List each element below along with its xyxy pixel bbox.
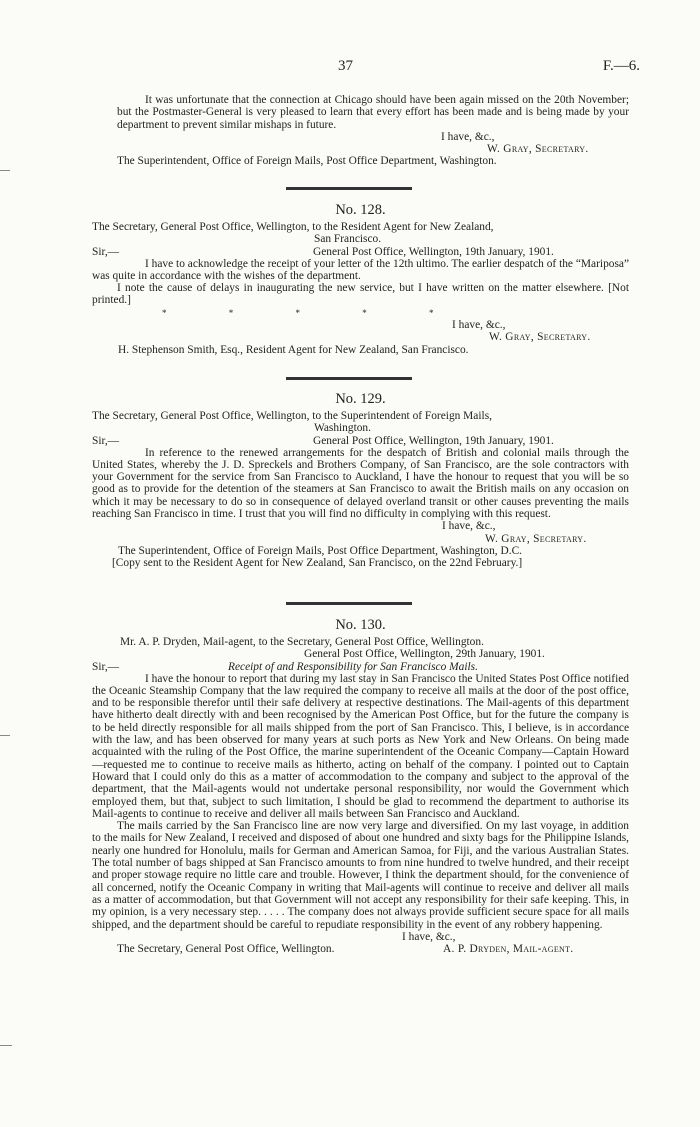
sender-address: General Post Office, Wellington, 19th January, 1901. (313, 245, 554, 258)
section-divider (286, 187, 412, 190)
letter-heading (92, 636, 629, 661)
document-reference: F.—6. (602, 58, 640, 74)
closing: I have, &c., (441, 130, 495, 143)
letter-number: No. 129. (335, 391, 386, 407)
page-header (0, 60, 700, 80)
addressee: The Superintendent, Office of Foreign Mails, Post Office Department, Washington, D.C. (118, 544, 523, 557)
letter-130 (92, 617, 629, 955)
section-divider (286, 602, 412, 605)
salutation-line (92, 435, 629, 447)
heading-line-1: The Secretary, General Post Office, Wellington, to the Resident Agent for New Zealand, (92, 221, 494, 233)
section-divider (286, 377, 412, 380)
letter-paragraph: I have to acknowledge the receipt of your letter of the 12th ultimo. The earlier despatch of the “Mariposa” was quite in accordance with the wishes of the department. (92, 257, 629, 282)
salutation: Sir,— (92, 660, 120, 673)
salutation: Sir,— (92, 434, 120, 447)
signature: W. Gray, Secretary. (487, 143, 589, 156)
heading-line-2: Washington. (314, 422, 371, 435)
letter-paragraph: I have the honour to report that during my last stay in San Francisco the United States Post Office notified the Oceanic Steamship Company that the law required the company to receive all mails at the door of the post office, and to be responsible therefor until their safe delivery at respective destinations. The Mail-agents of this department have hitherto dealt directly with and been recognised by the American Post Office, but for the future the company is to be held directly responsible for all mails shipped from the port of San Francisco. This, I believe, is in accordance with the law, and has been observed for many years at such ports as New York and New Orleans. On being made acquainted with the ruling of the Post Office, the marine superintendent of the Oceanic Company—Captain Howard—requested me to continue to receive mails as hitherto, acting on behalf of the company. I pointed out to Captain Howard that I could only do this as a matter of accommodation to the company and subject to the approval of the department, that the Mail-agents would not undertake personal responsibility, nor would the Government which employed them, but that, subject to such limitation, I should be glad to recommend the department to authorise its Mail-agents to continue to receive and deliver all mails between San Francisco and Auckland. (92, 672, 629, 820)
letter-subject: Receipt of and Responsibility for San Francisco Mails. (228, 660, 478, 673)
letter-127-tail (117, 94, 629, 168)
signature: W. Gray, Secretary. (485, 532, 587, 545)
heading-line-1: Mr. A. P. Dryden, Mail-agent, to the Secretary, General Post Office, Wellington. (120, 636, 484, 648)
signature: A. P. Dryden, Mail-agent. (443, 943, 574, 956)
letter-paragraph: In reference to the renewed arrangements for the despatch of British and colonial mails through the United States, whereby the J. D. Spreckels and Brothers Company, of San Francisco, are the sole contractors with your Government for the service from San Francisco to Auckland, I have the honour to request that you will be so good as to provide for the detention of the steamers at San Francisco to await the British mails on any occasion on which it may be necessary to do so in consequence of delayed overland transit or other causes preventing the mails reaching San Francisco in time. I trust that you will find no difficulty in complying with this request. (92, 446, 629, 521)
omission-stars: * * * * * (162, 307, 434, 318)
margin-mark (0, 170, 10, 171)
signature: W. Gray, Secretary. (489, 331, 591, 344)
letter-129 (92, 391, 629, 570)
margin-mark (0, 735, 10, 736)
margin-mark (0, 1045, 12, 1046)
closing: I have, &c., (402, 930, 456, 943)
heading-line-1: The Secretary, General Post Office, Wellington, to the Superintendent of Foreign Mails, (92, 410, 492, 422)
addressee: The Superintendent, Office of Foreign Mails, Post Office Department, Washington. (117, 155, 497, 168)
salutation-line (92, 661, 629, 673)
addressee: H. Stephenson Smith, Esq., Resident Agent for New Zealand, San Francisco. (118, 343, 469, 356)
closing: I have, &c., (452, 319, 506, 332)
letter-number: No. 128. (335, 202, 386, 218)
addressee: The Secretary, General Post Office, Wellington. (117, 943, 335, 956)
letter-128 (92, 202, 629, 356)
sign-off-line (92, 943, 629, 955)
letter-number: No. 130. (335, 617, 386, 633)
copy-note: [Copy sent to the Resident Agent for New Zealand, San Francisco, on the 22nd February.] (112, 557, 523, 570)
salutation: Sir,— (92, 245, 120, 258)
heading-line-2: General Post Office, Wellington, 29th January, 1901. (304, 648, 545, 661)
page-number: 37 (338, 58, 353, 74)
closing: I have, &c., (442, 520, 496, 533)
heading-line-2: San Francisco. (314, 233, 382, 246)
letter-heading (92, 221, 629, 246)
letter-paragraph: The mails carried by the San Francisco line are now very large and diversified. On my last voyage, in addition to the mails for New Zealand, I received and disposed of about one hundred and sixty bags for the Philippine Islands, nearly one hundred for Honolulu, mails for German and American Samoa, for Fiji, and the various Australian States. The total number of bags shipped at San Francisco amounts to from nine hundred to twelve hundred, and their receipt and proper stowage require no little care and trouble. However, I think the department should, for the convenience of all concerned, notify the Oceanic Company in writing that Mail-agents will continue to receive and deliver all mails as a matter of accommodation, but that Government will not accept any responsibility for their safe keeping. This, in my opinion, is a very necessary step. . . . . The company does not always provide sufficient secure space for all mails shipped, and the department should be careful to repudiate responsibility in the event of any robbery happening. (92, 820, 629, 931)
letter-paragraph: I note the cause of delays in inaugurating the new service, but I have written on the matter elsewhere. [Not printed.] (92, 282, 629, 307)
sender-address: General Post Office, Wellington, 19th January, 1901. (313, 434, 554, 447)
salutation-line (92, 246, 629, 258)
letter-paragraph: It was unfortunate that the connection at Chicago should have been again missed on the 20th November; but the Postmaster-General is very pleased to learn that every effort has been made and is being made by your department to prevent similar mishaps in future. (117, 94, 629, 131)
letter-heading (92, 410, 629, 435)
